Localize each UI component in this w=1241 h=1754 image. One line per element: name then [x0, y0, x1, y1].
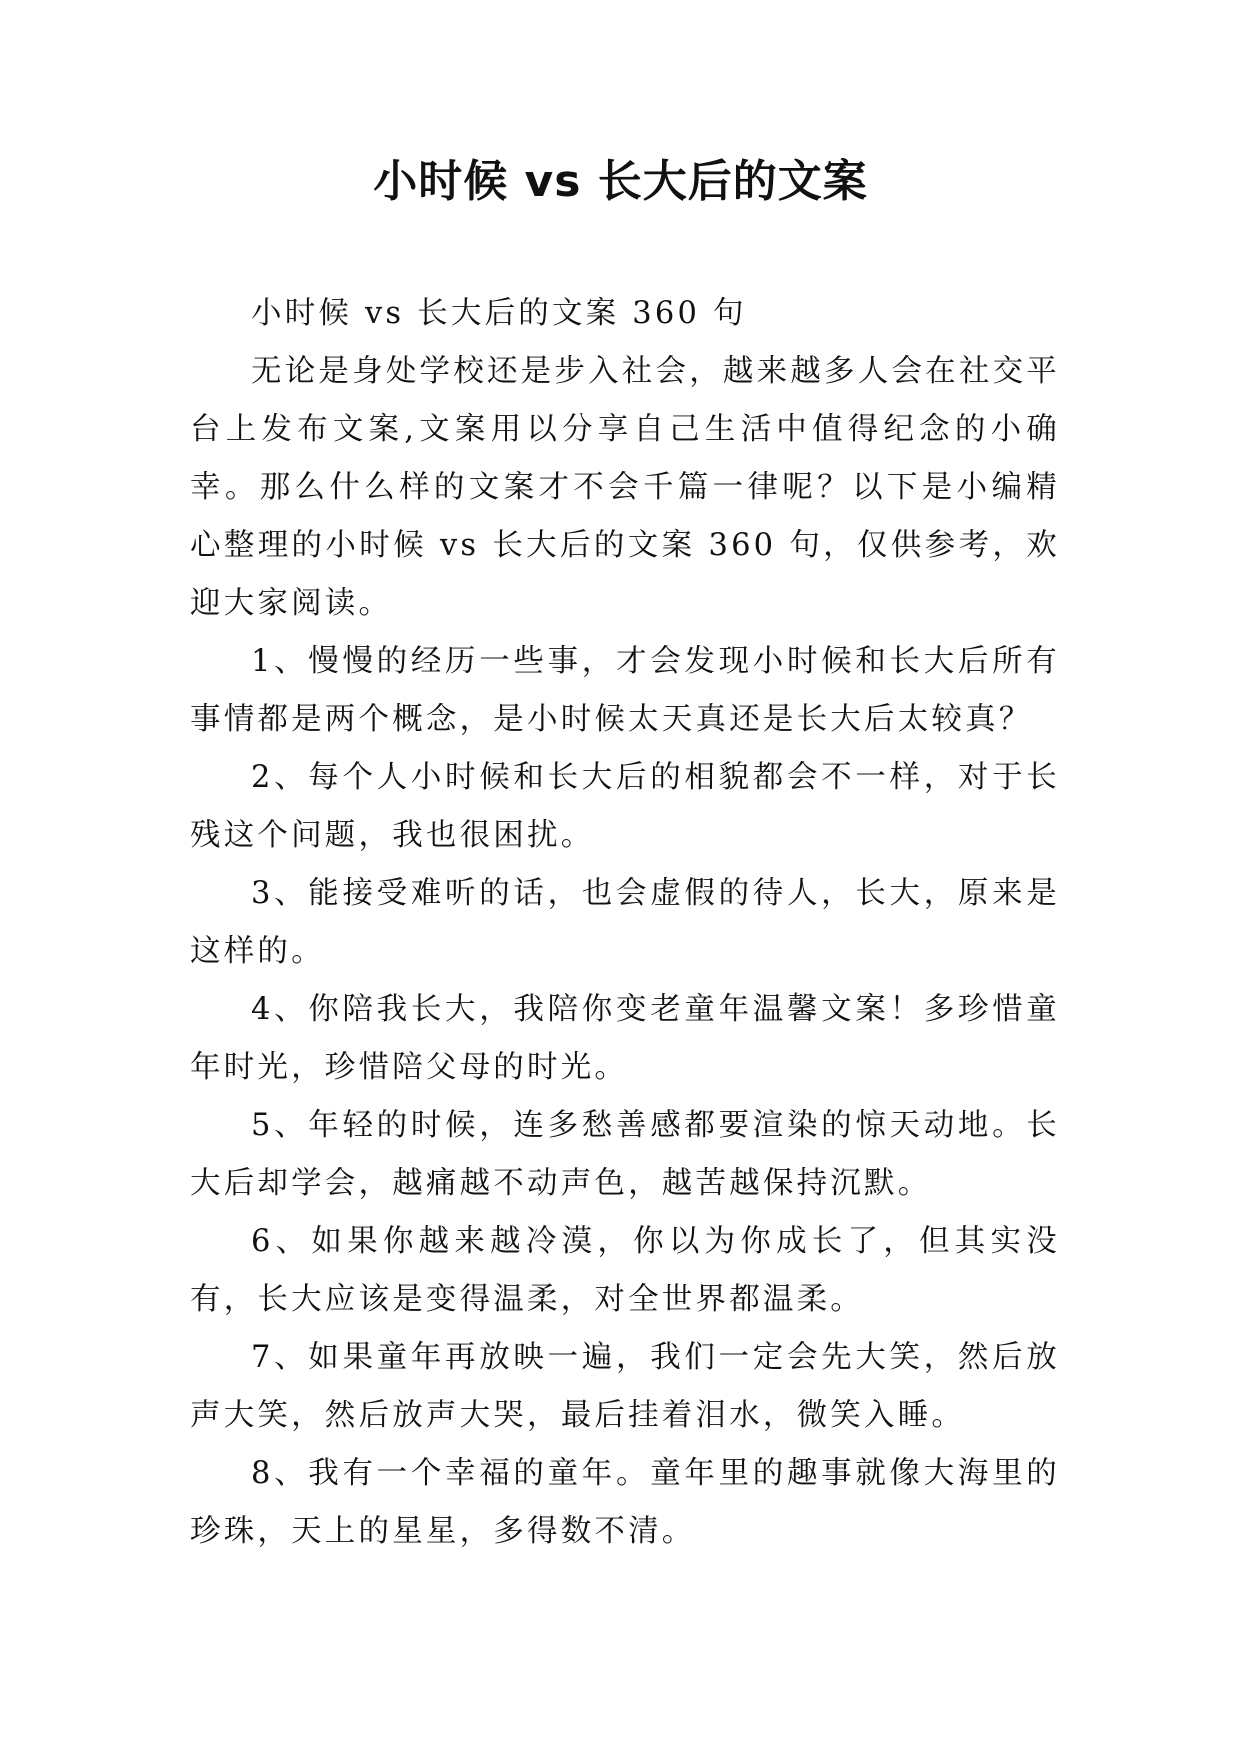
document-title: 小时候 vs 长大后的文案	[373, 156, 868, 207]
list-item-7: 7、如果童年再放映一遍，我们一定会先大笑，然后放声大笑，然后放声大哭，最后挂着泪水，微笑入睡。	[190, 1340, 1060, 1433]
list-item-8: 8、我有一个幸福的童年。童年里的趣事就像大海里的珍珠，天上的星星，多得数不清。	[190, 1456, 1060, 1549]
document-subtitle: 小时候 vs 长大后的文案 360 句	[251, 296, 747, 331]
document-body	[190, 285, 1060, 1561]
list-item-5: 5、年轻的时候，连多愁善感都要渲染的惊天动地。长大后却学会，越痛越不动声色，越苦越保持沉默。	[190, 1108, 1060, 1201]
list-item-4: 4、你陪我长大，我陪你变老童年温馨文案！多珍惜童年时光，珍惜陪父母的时光。	[190, 992, 1060, 1085]
intro-paragraph: 无论是身处学校还是步入社会，越来越多人会在社交平台上发布文案,文案用以分享自己生活中值得纪念的小确幸。那么什么样的文案才不会千篇一律呢？以下是小编精心整理的小时候 vs 长大后的文案 360 句，仅供参考，欢迎大家阅读。	[190, 354, 1060, 621]
list-item-1: 1、慢慢的经历一些事，才会发现小时候和长大后所有事情都是两个概念，是小时候太天真还是长大后太较真？	[190, 644, 1060, 737]
list-item-6: 6、如果你越来越冷漠，你以为你成长了，但其实没有，长大应该是变得温柔，对全世界都温柔。	[190, 1224, 1060, 1317]
list-item-3: 3、能接受难听的话，也会虚假的待人，长大，原来是这样的。	[190, 876, 1060, 969]
list-item-2: 2、每个人小时候和长大后的相貌都会不一样，对于长残这个问题，我也很困扰。	[190, 760, 1060, 853]
